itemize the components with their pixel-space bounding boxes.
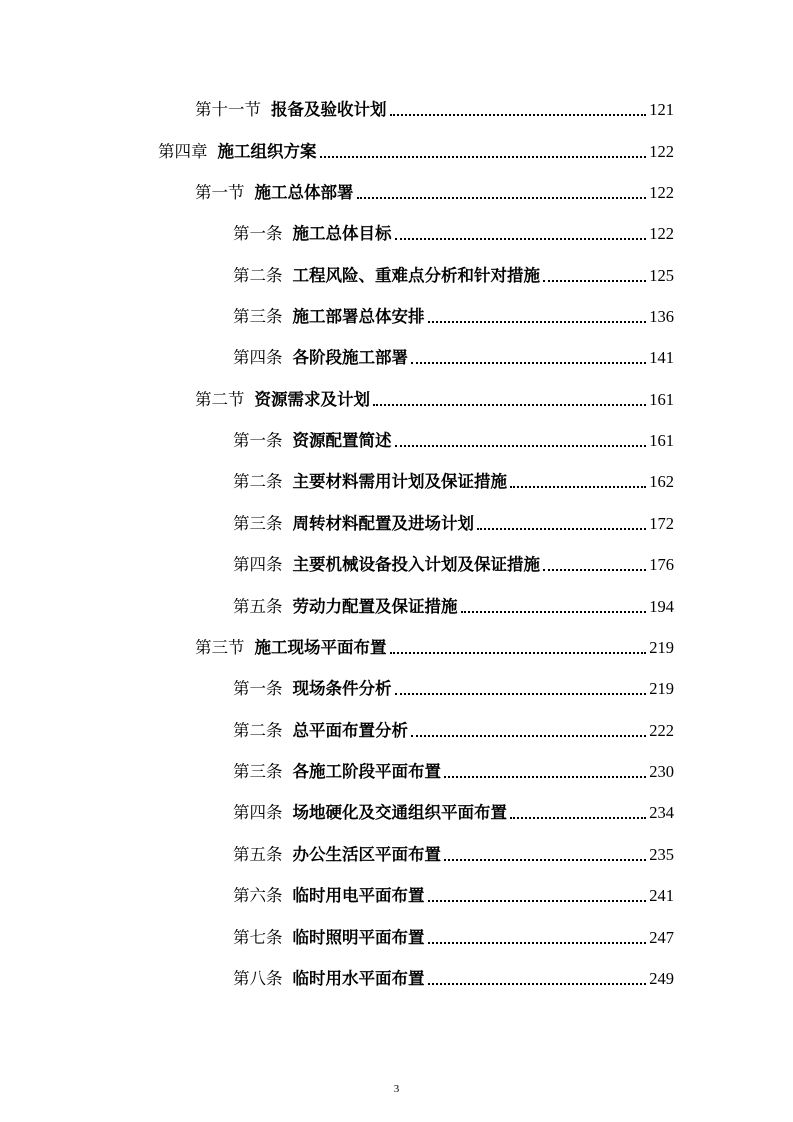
toc-entry-number: 第一条 — [233, 431, 283, 450]
toc-entry-title: 场地硬化及交通组织平面布置 — [292, 803, 507, 822]
toc-entry-number: 第八条 — [233, 969, 283, 988]
dot-leader — [444, 776, 646, 778]
toc-entry[interactable] — [233, 264, 674, 288]
toc-entry-number: 第二条 — [233, 721, 283, 740]
toc-entry-page: 194 — [649, 597, 674, 616]
toc-entry-title: 现场条件分析 — [292, 679, 392, 698]
toc-entry-number: 第四条 — [233, 555, 283, 574]
toc-entry-number: 第四条 — [233, 803, 283, 822]
page-number: 3 — [393, 1083, 400, 1095]
toc-entry-page: 161 — [649, 390, 674, 409]
toc-entry-title: 总平面布置分析 — [292, 721, 408, 740]
dot-leader — [461, 611, 647, 613]
toc-entry-page: 141 — [649, 348, 674, 367]
toc-entry-number: 第三条 — [233, 514, 283, 533]
dot-leader — [477, 528, 646, 530]
toc-entry-title: 资源配置简述 — [292, 431, 392, 450]
toc-entry-title: 施工组织方案 — [217, 142, 317, 161]
toc-entry-page: 222 — [649, 721, 674, 740]
toc-entry-page: 162 — [649, 472, 674, 491]
toc-entry-page: 136 — [649, 307, 674, 326]
dot-leader — [428, 321, 647, 323]
dot-leader — [411, 362, 646, 364]
toc-entry-number: 第三条 — [233, 307, 283, 326]
dot-leader — [444, 859, 646, 861]
toc-entry-number: 第一节 — [195, 183, 245, 202]
toc-entry-title: 施工总体目标 — [292, 224, 392, 243]
toc-entry-page: 161 — [649, 431, 674, 450]
dot-leader — [543, 569, 646, 571]
toc-entry-page: 241 — [649, 886, 674, 905]
toc-entry-number: 第三节 — [195, 638, 245, 657]
toc-entry[interactable] — [233, 305, 674, 329]
toc-entry-title: 各施工阶段平面布置 — [292, 762, 441, 781]
dot-leader — [428, 942, 647, 944]
toc-entry-page: 247 — [649, 928, 674, 947]
toc-entry-page: 172 — [649, 514, 674, 533]
toc-entry[interactable] — [195, 98, 674, 122]
toc-entry[interactable] — [233, 222, 674, 246]
toc-entry[interactable] — [233, 884, 674, 908]
dot-leader — [510, 486, 646, 488]
toc-entry[interactable] — [233, 760, 674, 784]
toc-entry[interactable] — [195, 388, 674, 412]
toc-entry-number: 第三条 — [233, 762, 283, 781]
toc-entry-number: 第二节 — [195, 390, 245, 409]
toc-entry-number: 第五条 — [233, 845, 283, 864]
toc-entry[interactable] — [233, 677, 674, 701]
toc-entry-number: 第七条 — [233, 928, 283, 947]
toc-entry-page: 249 — [649, 969, 674, 988]
toc-entry[interactable] — [233, 843, 674, 867]
toc-entry[interactable] — [158, 140, 674, 164]
toc-entry-page: 121 — [649, 100, 674, 119]
toc-entry-number: 第十一节 — [195, 100, 261, 119]
dot-leader — [395, 238, 647, 240]
toc-entry[interactable] — [195, 181, 674, 205]
toc-entry-title: 施工部署总体安排 — [292, 307, 425, 326]
toc-entry-title: 临时照明平面布置 — [292, 928, 425, 947]
toc-entry-page: 235 — [649, 845, 674, 864]
toc-entry-page: 234 — [649, 803, 674, 822]
toc-entry[interactable] — [233, 429, 674, 453]
toc-entry[interactable] — [233, 512, 674, 536]
toc-entry-number: 第四条 — [233, 348, 283, 367]
toc-entry-title: 工程风险、重难点分析和针对措施 — [292, 266, 540, 285]
toc-entry-page: 176 — [649, 555, 674, 574]
toc-entry-number: 第四章 — [158, 142, 208, 161]
toc-entry-number: 第二条 — [233, 266, 283, 285]
dot-leader — [390, 652, 647, 654]
toc-entry[interactable] — [233, 553, 674, 577]
toc-entry[interactable] — [233, 470, 674, 494]
toc-entry-page: 219 — [649, 679, 674, 698]
toc-entry-number: 第一条 — [233, 679, 283, 698]
dot-leader — [357, 197, 647, 199]
toc-entry-title: 周转材料配置及进场计划 — [292, 514, 474, 533]
toc-entry-page: 122 — [649, 142, 674, 161]
dot-leader — [543, 280, 646, 282]
toc-entry-page: 219 — [649, 638, 674, 657]
dot-leader — [428, 900, 647, 902]
toc-entry[interactable] — [233, 595, 674, 619]
dot-leader — [395, 445, 647, 447]
toc-entry[interactable] — [233, 346, 674, 370]
toc-entry-page: 125 — [649, 266, 674, 285]
toc-entry-title: 劳动力配置及保证措施 — [292, 597, 458, 616]
toc-entry-title: 临时用水平面布置 — [292, 969, 425, 988]
toc-entry-title: 临时用电平面布置 — [292, 886, 425, 905]
toc-entry-number: 第二条 — [233, 472, 283, 491]
toc-entry-title: 报备及验收计划 — [271, 100, 387, 119]
dot-leader — [395, 693, 647, 695]
toc-entry[interactable] — [233, 801, 674, 825]
dot-leader — [428, 983, 647, 985]
toc-entry-number: 第五条 — [233, 597, 283, 616]
toc-entry-title: 主要材料需用计划及保证措施 — [292, 472, 507, 491]
toc-entry-title: 资源需求及计划 — [254, 390, 370, 409]
toc-entry-number: 第一条 — [233, 224, 283, 243]
toc-entry-number: 第六条 — [233, 886, 283, 905]
toc-entry-title: 主要机械设备投入计划及保证措施 — [292, 555, 540, 574]
toc-entry-page: 230 — [649, 762, 674, 781]
toc-entry-page: 122 — [649, 183, 674, 202]
dot-leader — [510, 817, 646, 819]
toc-entry[interactable] — [233, 926, 674, 950]
toc-entry-title: 各阶段施工部署 — [292, 348, 408, 367]
toc-entry-page: 122 — [649, 224, 674, 243]
toc-entry[interactable] — [233, 719, 674, 743]
toc-entry-title: 办公生活区平面布置 — [292, 845, 441, 864]
toc-entry-title: 施工总体部署 — [254, 183, 354, 202]
dot-leader — [390, 114, 647, 116]
dot-leader — [411, 735, 646, 737]
toc-entry[interactable] — [195, 636, 674, 660]
dot-leader — [373, 404, 646, 406]
dot-leader — [320, 156, 647, 158]
toc-entry-title: 施工现场平面布置 — [254, 638, 387, 657]
toc-entry[interactable] — [233, 967, 674, 991]
